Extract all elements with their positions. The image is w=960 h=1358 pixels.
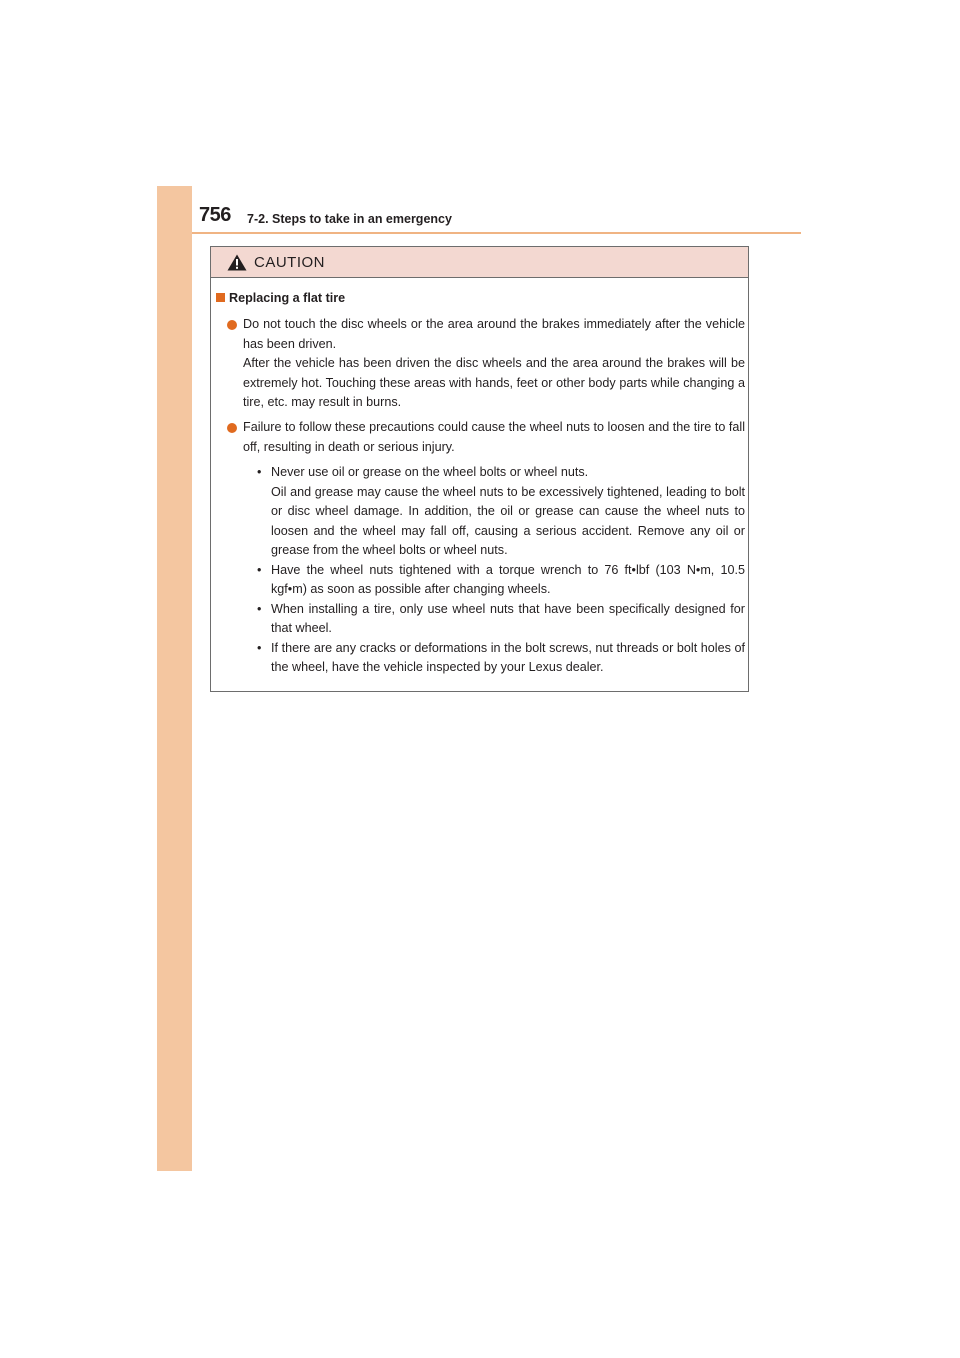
list-item-text: Never use oil or grease on the wheel bolts or wheel nuts. [271, 465, 589, 479]
list-item-text: When installing a tire, only use wheel nuts that have been specifically designed for that wheel. [271, 601, 745, 635]
list-item [257, 600, 745, 639]
bullet-paragraph: Failure to follow these precautions could cause the wheel nuts to loosen and the tire to fall off, resulting in death or serious injury. [243, 420, 745, 454]
caution-box [210, 246, 749, 692]
list-item [257, 639, 745, 678]
circle-bullet-icon [227, 423, 237, 433]
list-item-text: If there are any cracks or deformations in the bolt screws, nut threads or bolt holes of the wheel, have the vehicle inspected by your Lexus dealer. [271, 640, 745, 674]
caution-heading [216, 289, 345, 309]
bullet-item [227, 315, 745, 413]
dot-bullet-icon: • [257, 640, 262, 655]
square-bullet-icon [216, 293, 225, 302]
bullet-item [227, 418, 745, 457]
page-number: 756 [199, 204, 231, 226]
header-rule [192, 232, 801, 234]
circle-bullet-icon [227, 320, 237, 330]
list-item [257, 561, 745, 600]
dot-bullet-icon: • [257, 601, 262, 616]
bullet-paragraph: Do not touch the disc wheels or the area around the brakes immediately after the vehicle has been driven. [243, 317, 745, 351]
dot-bullet-icon: • [257, 562, 262, 577]
sub-list [257, 463, 745, 678]
bullet-paragraph: After the vehicle has been driven the disc wheels and the area around the brakes will be extremely hot. Touching these areas with hands, feet or other body parts while changing a tire, etc. may result in burns. [243, 356, 745, 409]
dot-bullet-icon: • [257, 465, 262, 479]
list-item [257, 463, 745, 561]
warning-triangle-icon [227, 254, 247, 271]
section-title: 7-2. Steps to take in an emergency [247, 212, 452, 226]
list-item-text: Have the wheel nuts tightened with a torque wrench to 76 ft•lbf (103 N•m, 10.5 kgf•m) as soon as possible after changing wheels. [271, 562, 745, 596]
list-item-text: Oil and grease may cause the wheel nuts to be excessively tightened, leading to bolt or disc wheel damage. In addition, the oil or grease can cause the wheel nuts to loosen and the wheel may fall off, causing a serious accident. Remove any oil or grease from the wheel bolts or wheel nuts. [271, 484, 745, 557]
caution-header [211, 247, 748, 278]
side-tab-strip [157, 186, 192, 1171]
caution-heading-text: Replacing a flat tire [229, 291, 346, 305]
caution-label: CAUTION [254, 254, 325, 271]
